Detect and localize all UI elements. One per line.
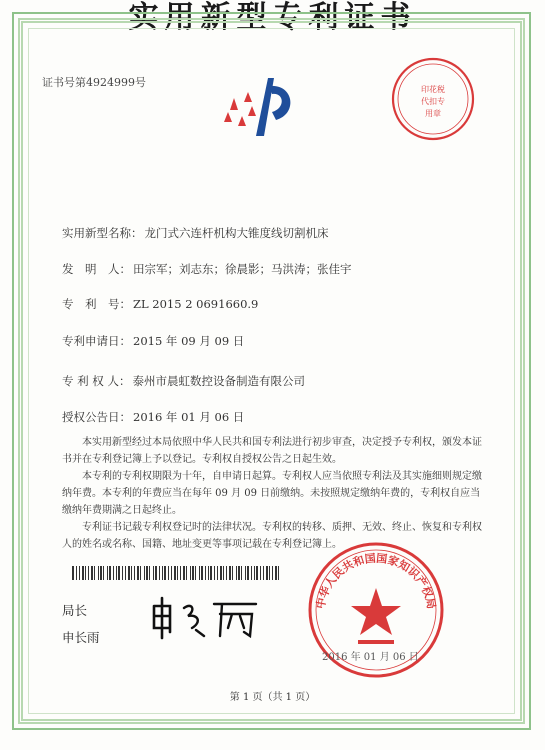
- svg-text:中华人民共和国国家知识产权局: 中华人民共和国国家知识产权局: [314, 551, 438, 610]
- handwritten-signature: [148, 592, 268, 642]
- field-filing-date: 专利申请日： 2015 年 09 月 09 日: [62, 334, 245, 348]
- field-inventor: 发 明 人： 田宗军；刘志东；徐晨影；马洪涛；张佳宇: [62, 262, 352, 276]
- certificate-title: 实用新型专利证书: [128, 0, 417, 35]
- certificate-number: 证书号第4924999号: [42, 76, 146, 89]
- signature-title: 局长: [62, 603, 88, 618]
- body-paragraph-2: 本专利的专利权期限为十年，自申请日起算。专利权人应当依照专利法及其实施细则规定缴纳年费。本专利的年费应当在每年 09 月 09 日前缴纳。未按照规定缴纳年费的，专利权自应当缴纳年费期满之日起终止。: [62, 471, 482, 516]
- svg-text:用章: 用章: [425, 109, 441, 118]
- certificate-body: [62, 434, 482, 553]
- field-patent-number: 专 利 号： ZL 2015 2 0691660.9: [62, 297, 259, 311]
- body-paragraph-1: 本实用新型经过本局依照中华人民共和国专利法进行初步审查，决定授予专利权，颁发本证书并在专利登记簿上予以登记。专利权自授权公告之日起生效。: [62, 437, 482, 465]
- field-utility-model-name: 实用新型名称： 龙门式六连杆机构大锥度线切割机床: [62, 226, 329, 240]
- seal-date: 2016 年 01 月 06 日: [322, 652, 419, 663]
- svg-text:代扣专: 代扣专: [421, 97, 445, 106]
- signature-name: 申长雨: [62, 630, 100, 645]
- tax-seal-stamp: [390, 56, 476, 142]
- field-grant-date: 授权公告日： 2016 年 01 月 06 日: [62, 410, 245, 424]
- field-patent-owner: 专 利 权 人： 泰州市晨虹数控设备制造有限公司: [62, 374, 305, 388]
- barcode: [72, 566, 282, 580]
- svg-text:印花税: 印花税: [421, 85, 445, 94]
- body-paragraph-3: 专利证书记载专利权登记时的法律状况。专利权的转移、质押、无效、终止、恢复和专利权人的姓名或名称、国籍、地址变更等事项记载在专利登记簿上。: [62, 522, 482, 550]
- page-footer: 第 1 页（共 1 页）: [229, 692, 316, 703]
- patent-office-logo: [222, 72, 304, 142]
